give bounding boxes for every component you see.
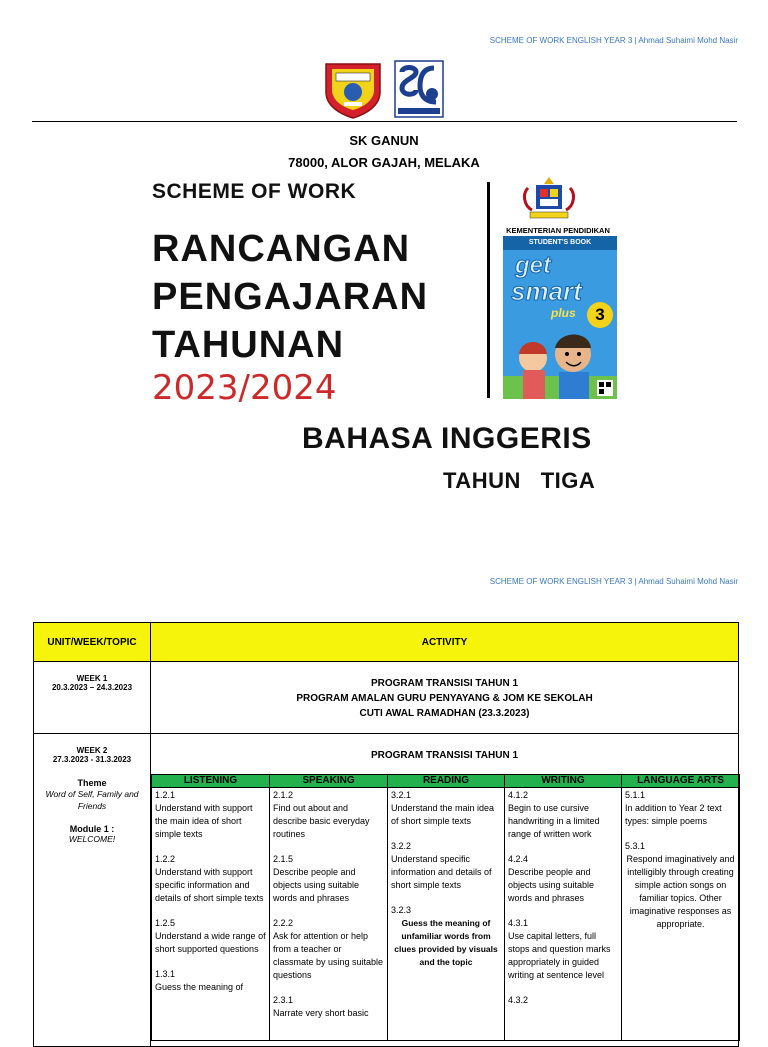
header-divider xyxy=(32,121,737,122)
standard-text: Guess the meaning of xyxy=(155,982,244,992)
standard-code: 1.2.2 xyxy=(155,854,176,864)
book-children-illustration xyxy=(503,328,617,399)
standard-code: 2.2.2 xyxy=(273,918,294,928)
subject-name: BAHASA INGGERIS xyxy=(302,422,592,455)
col-header-activity: ACTIVITY xyxy=(151,623,739,662)
week-1-line-1: PROGRAM TRANSISI TAHUN 1 xyxy=(370,678,519,689)
standard-text: Describe people and objects using suitable words and phrases xyxy=(508,867,595,903)
week-1-dates: 20.3.2023 – 24.3.2023 xyxy=(51,683,133,692)
book-tag: STUDENT'S BOOK xyxy=(503,236,617,250)
standard-code: 4.3.1 xyxy=(508,918,529,928)
sk-logo xyxy=(394,60,444,118)
book-title-smart: smart xyxy=(511,276,582,306)
week-1-line-2: PROGRAM AMALAN GURU PENYAYANG & JOM KE SEKOLAH xyxy=(296,693,593,704)
standard-code: 5.1.1 xyxy=(625,790,646,800)
running-header-page-2: SCHEME OF WORK ENGLISH YEAR 3 | Ahmad Suhaimi Mohd Nasir xyxy=(489,577,738,586)
standard-text: Describe people and objects using suitable words and phrases xyxy=(273,867,360,903)
week-1-label: WEEK 1 xyxy=(76,674,108,683)
standard-text: Understand a wide range of short supported questions xyxy=(155,931,266,954)
standard-code: 2.1.2 xyxy=(273,790,294,800)
language-arts-column xyxy=(622,788,740,1041)
ministry-name: KEMENTERIAN PENDIDIKAN xyxy=(506,226,610,235)
standard-code: 2.3.1 xyxy=(273,995,294,1005)
week-1-activity xyxy=(151,662,739,734)
standard-text: Guess the meaning of unfamiliar words from clues provided by visuals and the topic xyxy=(394,918,498,967)
school-crest-logo xyxy=(322,58,384,120)
school-name: SK GANUN xyxy=(349,133,419,148)
standard-code: 3.2.1 xyxy=(391,790,412,800)
school-address: 78000, ALOR GAJAH, MELAKA xyxy=(288,155,480,170)
standard-text: Understand with support specific information and details of short simple texts xyxy=(155,867,264,903)
theme-value: Word of Self, Family and Friends xyxy=(45,789,139,811)
standard-code: 4.3.2 xyxy=(508,995,529,1005)
standard-code: 1.2.5 xyxy=(155,918,176,928)
standard-text: Use capital letters, full stops and question marks appropriately in guided writing at sentence level xyxy=(508,931,611,980)
week-2-dates: 27.3.2023 - 31.3.2023 xyxy=(52,755,132,764)
skill-header-reading: READING xyxy=(388,775,505,788)
skill-header-language-arts: LANGUAGE ARTS xyxy=(622,775,740,788)
book-title-get: get xyxy=(515,252,551,279)
book-number: 3 xyxy=(587,302,613,328)
level-name: TAHUN TIGA xyxy=(443,468,596,493)
week-2-activity xyxy=(151,734,739,1047)
standard-code: 1.3.1 xyxy=(155,969,176,979)
textbook-cover xyxy=(503,236,617,399)
skills-table xyxy=(151,774,740,1041)
scheme-of-work-table xyxy=(33,622,739,1047)
standard-text: Narrate very short basic xyxy=(273,1008,369,1018)
col-header-unit: UNIT/WEEK/TOPIC xyxy=(34,623,151,662)
standard-text: Understand the main idea of short simple texts xyxy=(391,803,495,826)
reading-column xyxy=(388,788,505,1041)
theme-label: Theme xyxy=(77,778,107,788)
standard-text: Respond imaginatively and intelligibly through creating simple action songs on familiar topics. Other imaginative responses as appropriate. xyxy=(626,854,735,929)
standard-code: 2.1.5 xyxy=(273,854,294,864)
running-header: SCHEME OF WORK ENGLISH YEAR 3 | Ahmad Suhaimi Mohd Nasir xyxy=(489,36,738,45)
skill-header-writing: WRITING xyxy=(505,775,622,788)
academic-year: 2023/2024 xyxy=(152,368,337,408)
standard-code: 4.1.2 xyxy=(508,790,529,800)
scheme-label: SCHEME OF WORK xyxy=(152,180,357,203)
title-line-2: PENGAJARAN xyxy=(152,276,429,318)
speaking-column xyxy=(270,788,388,1041)
ministry-crest-logo xyxy=(518,174,580,222)
module-value: WELCOME! xyxy=(68,834,116,844)
week-2-label: WEEK 2 xyxy=(76,746,108,755)
module-label: Module 1 : xyxy=(69,824,115,834)
week-1-cell xyxy=(34,662,151,734)
listening-column xyxy=(152,788,270,1041)
week-2-cell xyxy=(34,734,151,1047)
cover-vertical-divider xyxy=(487,182,490,398)
standard-code: 3.2.3 xyxy=(391,905,412,915)
week-1-line-3: CUTI AWAL RAMADHAN (23.3.2023) xyxy=(359,708,530,719)
standard-text: Begin to use cursive handwriting in a limited range of written work xyxy=(508,803,600,839)
standard-text: Understand specific information and details of short simple texts xyxy=(391,854,492,890)
title-line-3: TAHUNAN xyxy=(152,324,345,366)
standard-text: In addition to Year 2 text types: simple poems xyxy=(625,803,722,826)
book-plus: plus xyxy=(551,306,576,320)
standard-text: Ask for attention or help from a teacher or classmate by using suitable questions xyxy=(273,931,384,980)
standard-code: 3.2.2 xyxy=(391,841,412,851)
standard-text: Understand with support the main idea of short simple texts xyxy=(155,803,253,839)
week-2-program: PROGRAM TRANSISI TAHUN 1 xyxy=(370,750,519,761)
skill-header-speaking: SPEAKING xyxy=(270,775,388,788)
writing-column xyxy=(505,788,622,1041)
title-line-1: RANCANGAN xyxy=(152,228,411,270)
skill-header-listening: LISTENING xyxy=(152,775,270,788)
standard-code: 4.2.4 xyxy=(508,854,529,864)
standard-code: 5.3.1 xyxy=(625,841,646,851)
standard-text: Find out about and describe basic everyday routines xyxy=(273,803,370,839)
standard-code: 1.2.1 xyxy=(155,790,176,800)
